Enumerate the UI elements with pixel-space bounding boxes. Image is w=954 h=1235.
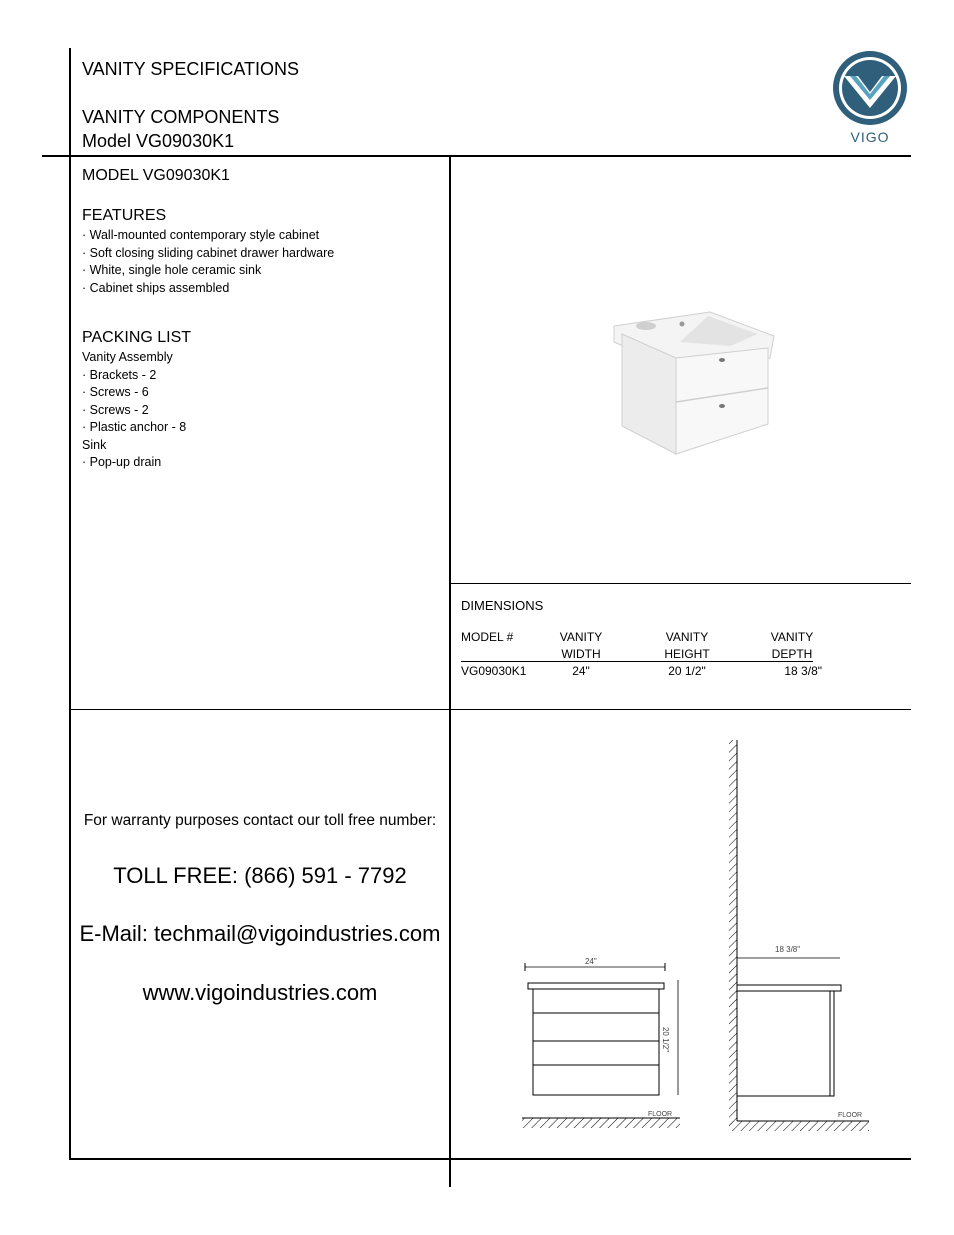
model-title: Model VG09030K1	[82, 131, 235, 151]
technical-drawing	[500, 735, 900, 1145]
list-item: · Screws - 6	[82, 385, 149, 399]
list-item: Vanity Assembly	[82, 350, 173, 364]
features-heading: FEATURES	[82, 207, 167, 224]
floor-label-front: FLOOR	[648, 1111, 673, 1118]
table-header-rule	[461, 661, 813, 662]
list-item: · Pop-up drain	[82, 455, 162, 469]
list-item: · Cabinet ships assembled	[82, 280, 230, 295]
row-width: 24"	[572, 664, 590, 678]
center-vertical-rule	[449, 155, 451, 1187]
packing-heading: PACKING LIST	[82, 329, 192, 346]
dimensions-heading: DIMENSIONS	[461, 598, 544, 613]
bottom-rule	[69, 1158, 911, 1160]
row-model: VG09030K1	[461, 664, 527, 678]
list-item: · Screws - 2	[82, 402, 149, 417]
components-title: VANITY COMPONENTS	[82, 107, 280, 127]
vigo-logo-icon	[830, 50, 910, 130]
model-label: MODEL VG09030K1	[82, 167, 230, 184]
page-title: VANITY SPECIFICATIONS	[82, 59, 300, 79]
dimensions-top-rule	[449, 583, 911, 584]
product-image	[610, 298, 780, 460]
col-depth-header-2: DEPTH	[771, 647, 813, 661]
col-width-header-2: WIDTH	[561, 647, 601, 661]
features-list	[82, 227, 334, 297]
website[interactable]: www.vigoindustries.com	[142, 980, 378, 1005]
row-depth: 18 3/8"	[784, 664, 822, 678]
toll-free: TOLL FREE: (866) 591 - 7792	[113, 863, 407, 888]
col-depth-header-1: VANITY	[770, 630, 814, 644]
col-model-header: MODEL #	[461, 630, 514, 644]
list-item: Sink	[82, 437, 107, 452]
depth-dimension-label: 18 3/8"	[775, 945, 801, 954]
height-dimension-label: 20 1/2"	[661, 1026, 671, 1053]
col-height-header-1: VANITY	[665, 630, 709, 644]
warranty-text: For warranty purposes contact our toll free number:	[83, 812, 437, 829]
email[interactable]: E-Mail: techmail@vigoindustries.com	[79, 921, 441, 946]
row-height: 20 1/2"	[668, 664, 706, 678]
list-item: · Brackets - 2	[82, 367, 157, 382]
floor-label-side: FLOOR	[838, 1112, 863, 1119]
list-item: · Wall-mounted contemporary style cabinet	[82, 228, 320, 242]
list-item: · Plastic anchor - 8	[82, 420, 187, 434]
header-rule	[42, 155, 911, 157]
col-width-header-1: VANITY	[559, 630, 603, 644]
mid-rule	[69, 709, 911, 710]
width-dimension-label: 24"	[585, 957, 597, 966]
packing-list	[82, 349, 186, 472]
logo-wordmark: VIGO	[850, 129, 890, 145]
list-item: · White, single hole ceramic sink	[82, 263, 262, 277]
vigo-logo	[830, 50, 910, 146]
list-item: · Soft closing sliding cabinet drawer hardware	[82, 245, 335, 260]
col-height-header-2: HEIGHT	[664, 647, 710, 661]
